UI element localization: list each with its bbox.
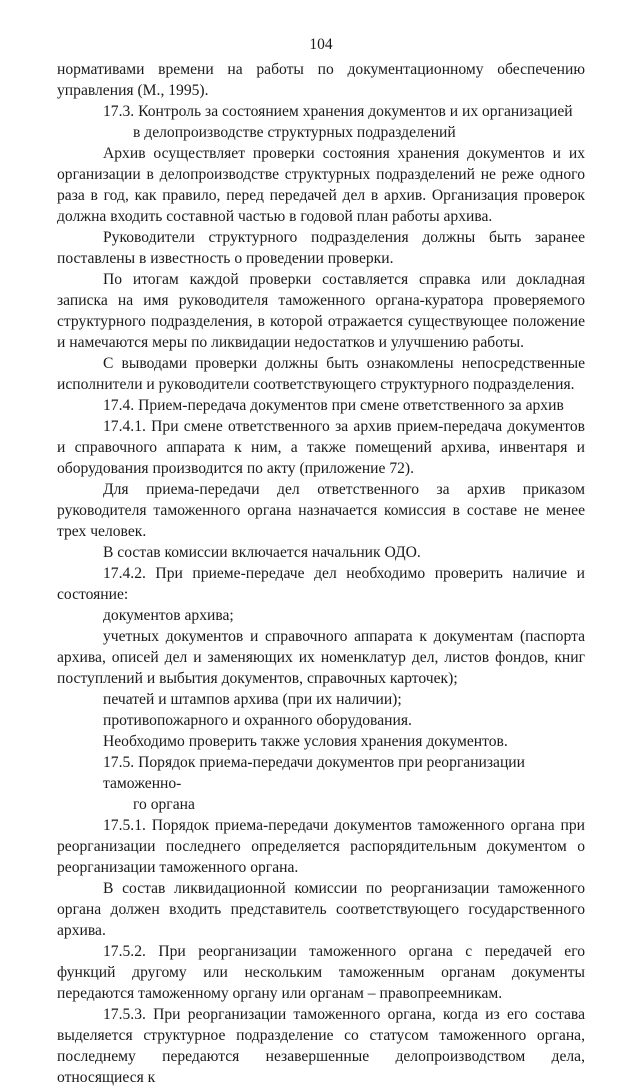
section-heading-line: го органа [133,796,195,813]
paragraph: В состав комиссии включается начальник ОДО. [103,544,421,561]
paragraph: Для приема-передачи дел ответственного за архив приказом руководителя таможенного органа назначается комиссия в составе не менее трех человек. [57,481,585,540]
document-page [57,34,585,1088]
document-body [57,59,585,1088]
section-heading-line: 17.5. Порядок приема-передачи документов при реорганизации таможенно- [103,754,525,792]
paragraph: 17.4.2. При приеме-передаче дел необходимо проверить наличие и состояние: [57,565,585,603]
section-heading-line: в делопроизводстве структурных подразделений [133,124,456,141]
paragraph: Архив осуществляет проверки состояния хранения документов и их организации в делопроизводстве структурных подразделений не реже одного раза в год, как правило, перед передачей дел в архив. Организация проверок должна входить составной частью в годовой план работы архива. [57,145,585,225]
page-number: 104 [309,36,333,53]
paragraph: 17.5.3. При реорганизации таможенного органа, когда из его состава выделяется структурное подразделение со статусом таможенного органа, последнему передаются незавершенные делопроизводством дела, относящиеся к [57,1006,585,1086]
section-heading [57,752,585,815]
paragraph: нормативами времени на работы по документационному обеспечению управления (М., 1995). [57,61,585,99]
paragraph: 17.4. Прием-передача документов при смене ответственного за архив [103,397,564,414]
paragraph: 17.5.1. Порядок приема-передачи документов таможенного органа при реорганизации последнего определяется распорядительным документом о реорганизации таможенного органа. [57,817,585,876]
section-heading [57,101,585,143]
section-heading-line: 17.3. Контроль за состоянием хранения документов и их организацией [103,103,573,120]
paragraph: противопожарного и охранного оборудования. [103,712,412,729]
paragraph: 17.5.2. При реорганизации таможенного органа с передачей его функций другому или нескольким таможенным органам документы передаются таможенному органу или органам – правопреемникам. [57,943,585,1002]
paragraph: В состав ликвидационной комиссии по реорганизации таможенного органа должен входить представитель соответствующего государственного архива. [57,880,585,939]
paragraph: печатей и штампов архива (при их наличии); [103,691,402,708]
paragraph: 17.4.1. При смене ответственного за архив прием-передача документов и справочного аппарата к ним, а также помещений архива, инвентаря и оборудования производится по акту (приложение 72). [57,418,585,477]
paragraph: Необходимо проверить также условия хранения документов. [103,733,508,750]
paragraph: По итогам каждой проверки составляется справка или докладная записка на имя руководителя таможенного органа-куратора проверяемого структурного подразделения, в которой отражается существующее положение и намечаются меры по ликвидации недостатков и улучшению работы. [57,271,585,351]
paragraph: документов архива; [103,607,234,624]
paragraph: С выводами проверки должны быть ознакомлены непосредственные исполнители и руководители соответствующего структурного подразделения. [57,355,585,393]
paragraph: учетных документов и справочного аппарата к документам (паспорта архива, описей дел и заменяющих их номенклатур дел, листов фондов, книг поступлений и выбытия документов, справочных карточек); [57,628,585,687]
paragraph: Руководители структурного подразделения должны быть заранее поставлены в известность о проведении проверки. [57,229,585,267]
